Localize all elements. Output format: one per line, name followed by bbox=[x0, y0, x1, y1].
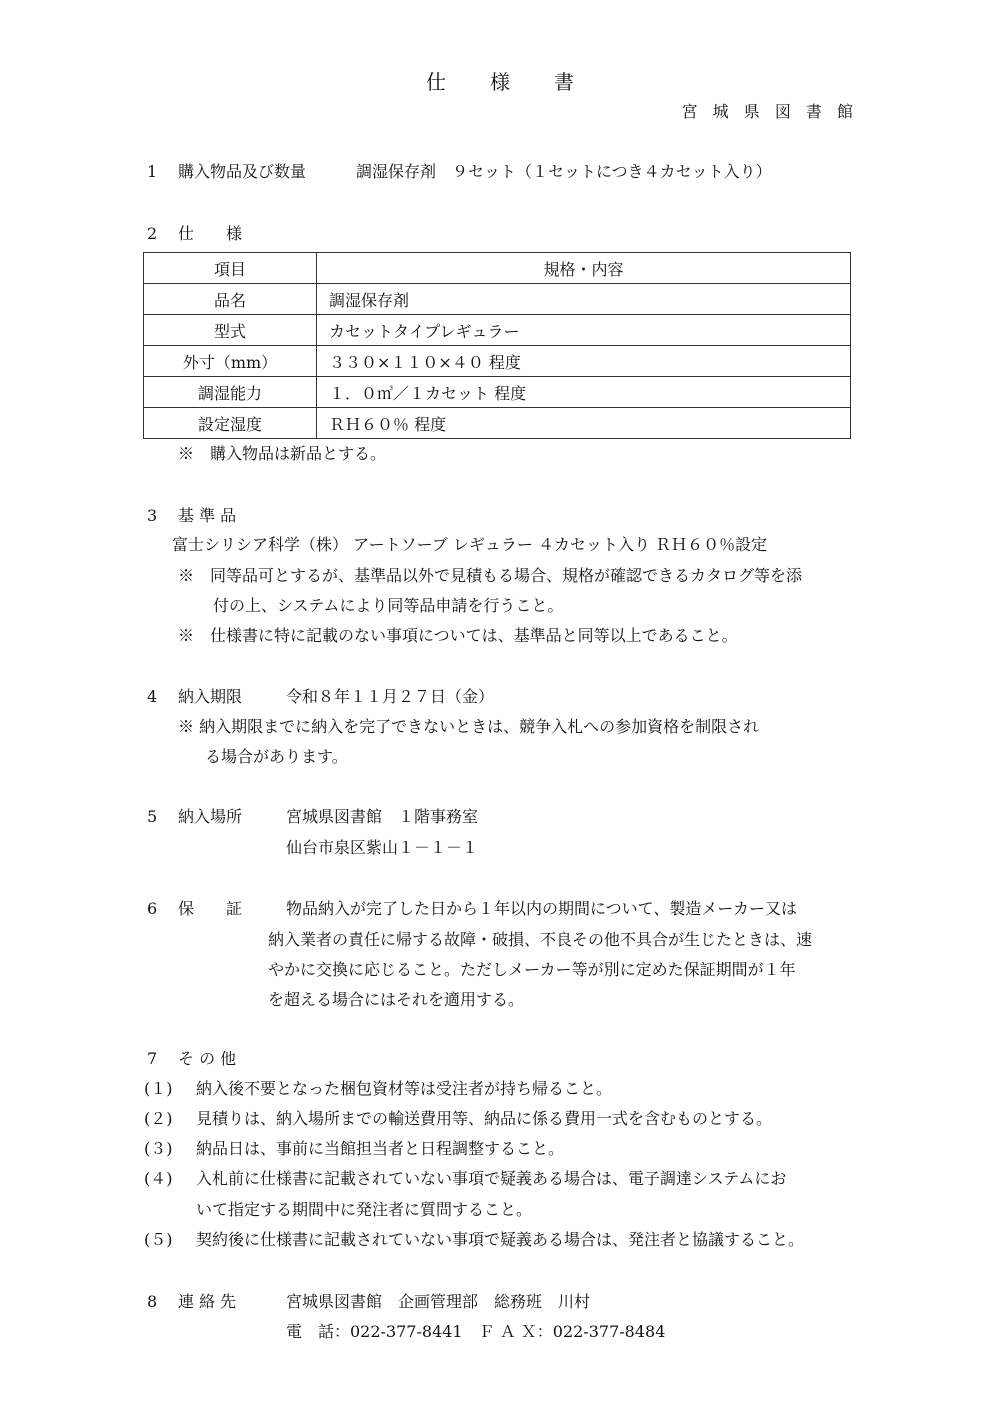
section-4-number: 4 bbox=[147, 687, 158, 706]
table-row bbox=[144, 284, 851, 315]
section-6-line: 物品納入が完了した日から１年以内の期間について、製造メーカー又は bbox=[286, 899, 798, 918]
table-cell-value: カセットタイプレギュラー bbox=[317, 315, 851, 346]
table-row bbox=[144, 377, 851, 408]
table-row bbox=[144, 346, 851, 377]
organization-name: 宮 城 県 図 書 館 bbox=[681, 102, 858, 121]
section-6-line: やかに交換に応じること。ただしメーカー等が別に定めた保証期間が１年 bbox=[268, 960, 796, 979]
table-cell-value: ３３０×１１０×４０ 程度 bbox=[317, 346, 851, 377]
section-6-line: を超える場合にはそれを適用する。 bbox=[268, 990, 525, 1009]
section-3-number: 3 bbox=[147, 506, 158, 525]
section-5-line2: 仙台市泉区紫山１－１－１ bbox=[286, 838, 479, 857]
list-item-number: (３) bbox=[144, 1139, 173, 1158]
contact-line1: 宮城県図書館 企画管理部 総務班 川村 bbox=[286, 1292, 591, 1311]
section-3-note2: ※ 仕様書に特に記載のない事項については、基準品と同等以上であること。 bbox=[178, 626, 738, 645]
section-1-label: 購入物品及び数量 bbox=[178, 162, 307, 181]
table-header-cell: 項目 bbox=[144, 253, 317, 284]
section-2-label: 仕 様 bbox=[178, 224, 243, 243]
table-cell-item: 型式 bbox=[144, 315, 317, 346]
section-8-label: 連 絡 先 bbox=[178, 1292, 237, 1311]
section-1-number: 1 bbox=[147, 162, 158, 181]
list-item-text: 納入後不要となった梱包資材等は受注者が持ち帰ること。 bbox=[196, 1079, 613, 1098]
list-item-number: (５) bbox=[144, 1230, 173, 1249]
table-cell-value: 調湿保存剤 bbox=[317, 284, 851, 315]
section-4-label: 納入期限 bbox=[178, 687, 243, 706]
table-header-row bbox=[144, 253, 851, 284]
section-3-label: 基 準 品 bbox=[178, 506, 237, 525]
section-6-number: 6 bbox=[147, 899, 158, 918]
list-item-number: (２) bbox=[144, 1109, 173, 1128]
section-2-number: 2 bbox=[147, 224, 158, 243]
table-cell-item: 品名 bbox=[144, 284, 317, 315]
list-item-text: 納品日は、事前に当館担当者と日程調整すること。 bbox=[196, 1139, 565, 1158]
contact-line2: 電 話：022-377-8441 Ｆ Ａ Ｘ：022-377-8484 bbox=[286, 1322, 666, 1341]
section-3-note1-line1: ※ 同等品可とするが、基準品以外で見積もる場合、規格が確認できるカタログ等を添 bbox=[178, 566, 803, 585]
table-header-cell: 規格・内容 bbox=[317, 253, 851, 284]
section-8-number: 8 bbox=[147, 1292, 158, 1311]
list-item-text: 契約後に仕様書に記載されていない事項で疑義ある場合は、発注者と協議すること。 bbox=[196, 1230, 805, 1249]
section-7-label: そ の 他 bbox=[178, 1049, 237, 1068]
spec-table bbox=[143, 252, 851, 439]
table-cell-item: 設定湿度 bbox=[144, 408, 317, 439]
table-cell-value: ＲＨ６０％ 程度 bbox=[317, 408, 851, 439]
table-cell-value: １．０㎥／１カセット 程度 bbox=[317, 377, 851, 408]
document-title bbox=[0, 71, 1000, 93]
section-6-label: 保 証 bbox=[178, 899, 243, 918]
section-6-line: 納入業者の責任に帰する故障・破損、不良その他不具合が生じたときは、速 bbox=[268, 930, 813, 949]
title-char: 仕 bbox=[426, 70, 446, 94]
table-row bbox=[144, 408, 851, 439]
list-item-number: (１) bbox=[144, 1079, 173, 1098]
list-item-text: 入札前に仕様書に記載されていない事項で疑義ある場合は、電子調達システムにお bbox=[196, 1169, 787, 1188]
section-4-value: 令和８年１１月２７日（金） bbox=[286, 687, 495, 706]
section-3-note1-line2: 付の上、システムにより同等品申請を行うこと。 bbox=[213, 596, 564, 615]
section-1-value: 調湿保存剤 ９セット（１セットにつき４カセット入り） bbox=[356, 162, 772, 181]
list-item-text: 見積りは、納入場所までの輸送費用等、納品に係る費用一式を含むものとする。 bbox=[196, 1109, 773, 1128]
title-char: 様 bbox=[490, 70, 510, 94]
section-4-note-line1: ※ 納入期限までに納入を完了できないときは、競争入札への参加資格を制限され bbox=[178, 717, 760, 736]
section-2-note: ※ 購入物品は新品とする。 bbox=[178, 444, 387, 463]
table-row bbox=[144, 315, 851, 346]
section-4-note-line2: る場合があります。 bbox=[205, 747, 348, 766]
section-5-number: 5 bbox=[147, 807, 158, 826]
section-5-line1: 宮城県図書館 １階事務室 bbox=[286, 807, 479, 826]
table-cell-item: 調湿能力 bbox=[144, 377, 317, 408]
section-3-product: 富士シリシア科学（株） アートソーブ レギュラー ４カセット入り ＲＨ６０％設定 bbox=[172, 535, 768, 554]
title-char: 書 bbox=[554, 70, 574, 94]
list-item-number: (４) bbox=[144, 1169, 173, 1188]
list-item-text-continued: いて指定する期間中に発注者に質問すること。 bbox=[196, 1200, 533, 1219]
section-7-number: 7 bbox=[147, 1049, 158, 1068]
table-cell-item: 外寸（mm） bbox=[144, 346, 317, 377]
section-5-label: 納入場所 bbox=[178, 807, 243, 826]
